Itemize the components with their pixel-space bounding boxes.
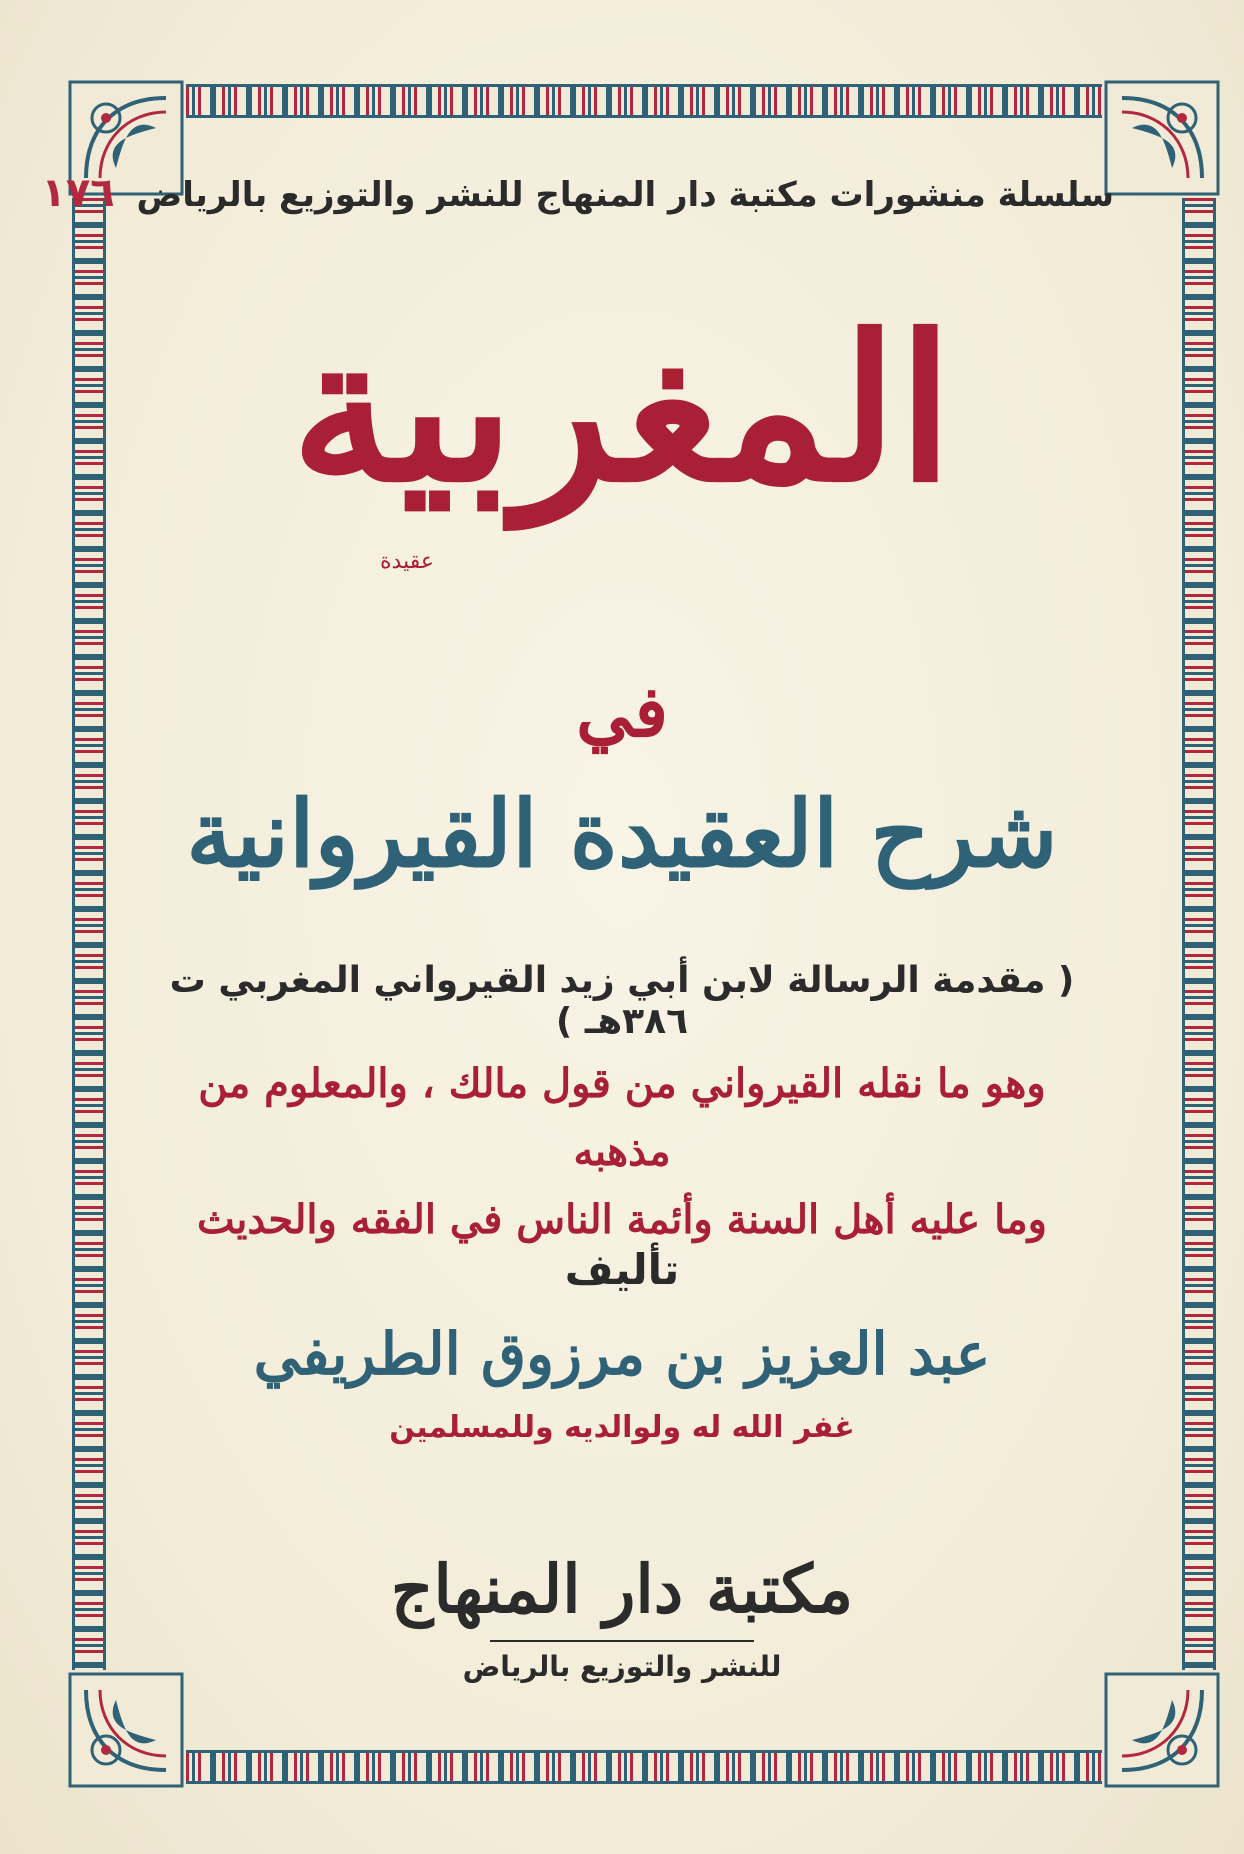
series-text: سلسلة منشورات مكتبة دار المنهاج للنشر والتوزيع بالرياض xyxy=(136,175,1114,215)
description-line: وهو ما نقله القيرواني من قول مالك ، والمعلوم من مذهبه xyxy=(198,1060,1046,1175)
cover-content xyxy=(41,150,1114,1710)
border-band-bottom xyxy=(186,1750,1102,1784)
border-band-left xyxy=(72,198,106,1670)
subtitle: شرح العقيدة القيروانية xyxy=(186,780,1058,888)
border-band-top xyxy=(186,84,1102,118)
corner-ornament-icon xyxy=(1102,78,1222,198)
main-title-note: عقيدة xyxy=(380,549,434,574)
corner-ornament-icon xyxy=(1102,1670,1222,1790)
publisher-divider xyxy=(490,1640,754,1642)
connector-word: في xyxy=(576,670,668,753)
main-title-text: المغربية xyxy=(290,292,954,527)
publisher-subtitle: للنشر والتوزيع بالرياض xyxy=(462,1650,782,1683)
border-band-right xyxy=(1182,198,1216,1670)
publisher-name: مكتبة دار المنهاج xyxy=(390,1550,854,1628)
series-line xyxy=(41,170,1114,216)
author-prayer: غفر الله له ولوالديه وللمسلمين xyxy=(389,1410,855,1445)
author-label: تأليف xyxy=(564,1245,680,1294)
author-name: عبد العزيز بن مرزوق الطريفي xyxy=(253,1320,991,1388)
parenthetical-note: ( مقدمة الرسالة لابن أبي زيد القيرواني المغربي ت ٣٨٦هـ ) xyxy=(169,960,1075,1042)
main-title xyxy=(130,292,1114,574)
series-number: ١٧٦ xyxy=(41,170,115,216)
description xyxy=(170,1050,1074,1254)
description-line: وما عليه أهل السنة وأئمة الناس في الفقه والحديث xyxy=(197,1196,1047,1243)
